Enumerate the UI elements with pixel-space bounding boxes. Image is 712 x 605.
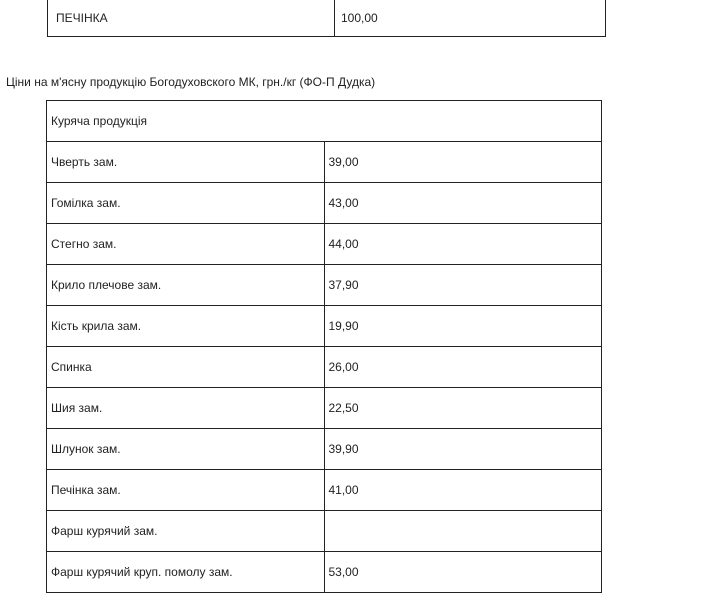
product-name: Чверть зам. xyxy=(47,142,325,183)
product-price: 44,00 xyxy=(324,224,602,265)
section-header-row xyxy=(47,101,602,142)
product-price: 26,00 xyxy=(324,347,602,388)
product-price: 19,90 xyxy=(324,306,602,347)
table-row xyxy=(47,552,602,593)
product-price xyxy=(324,511,602,552)
product-name: Спинка xyxy=(47,347,325,388)
product-name: Фарш курячий круп. помолу зам. xyxy=(47,552,325,593)
product-price: 41,00 xyxy=(324,470,602,511)
product-price: 39,90 xyxy=(324,429,602,470)
product-name: Крило плечове зам. xyxy=(47,265,325,306)
product-name: Печінка зам. xyxy=(47,470,325,511)
product-name: Шлунок зам. xyxy=(47,429,325,470)
product-price: 22,50 xyxy=(324,388,602,429)
price-table-caption: Ціни на м'ясну продукцію Богодуховского МК, грн./кг (ФО-П Дудка) xyxy=(6,75,376,89)
table-row xyxy=(47,183,602,224)
table-row xyxy=(47,347,602,388)
product-price: 37,90 xyxy=(324,265,602,306)
product-name: Фарш курячий зам. xyxy=(47,511,325,552)
table-row xyxy=(47,429,602,470)
table-row xyxy=(47,265,602,306)
product-name: Гомілка зам. xyxy=(47,183,325,224)
product-name: Стегно зам. xyxy=(47,224,325,265)
table-row xyxy=(47,388,602,429)
product-price: 39,00 xyxy=(324,142,602,183)
product-name: Кість крила зам. xyxy=(47,306,325,347)
table-row xyxy=(47,224,602,265)
product-price: 43,00 xyxy=(324,183,602,224)
section-header: Куряча продукція xyxy=(47,101,602,142)
product-name: ПЕЧІНКА xyxy=(56,11,108,25)
table-row xyxy=(47,142,602,183)
table-row xyxy=(47,470,602,511)
product-price: 100,00 xyxy=(341,11,378,25)
table-row xyxy=(47,511,602,552)
table-row xyxy=(47,306,602,347)
product-name: Шия зам. xyxy=(47,388,325,429)
product-price: 53,00 xyxy=(324,552,602,593)
previous-table-last-row xyxy=(47,0,606,37)
price-table xyxy=(46,100,602,593)
